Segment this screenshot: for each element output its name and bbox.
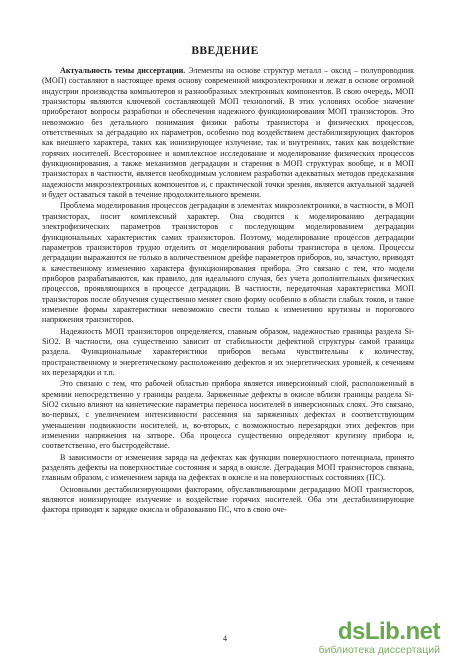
paragraph-2: Проблема моделирования процессов деградации в элементах микроэлектроники, в частности, в МОП транзисторах, носит комплексный характер. Она сводится к моделированию деградации электрофизических параметров транзисторов с последующим моделированием деградации функциональных характеристик самих транзисторов. Поэтому, моделирование процессов деградации параметров транзисторов трудно отделить от моделирования работы транзистора в целом. Процессы деградации выражаются не только в количественном дрейфе параметров приборов, но, зачастую, приводят к качественному изменению характера функционирования прибора. Это связано с тем, что модели приборов разрабатываются, как правило, для идеального случая, без учета дополнительных физических процессов, проявляющихся в процессе деградации. В частности, передаточная характеристика МОП транзисторов после облучения существенно меняет свою форму особенно в области слабых токов, и такое изменение формы характеристики невозможно свести только к изменению крутизны и порогового напряжения транзисторов. (42, 201, 414, 325)
page-title: ВВЕДЕНИЕ (191, 45, 259, 57)
paragraph-4: Это связано с тем, что рабочей областью прибора является инверсионный слой, расположенный в кремнии непосредственно у границы раздела. Заряженные дефекты в окисле вблизи границы раздела Si-SiO2 сильно влияют на кинетические параметры переноса носителей в инверсионных слоях. Это связано, во-первых, с увеличением интенсивности рассеяния на заряженных дефектах и соответствующим уменьшении подвижности носителей, и, во-вторых, с возможностью перезарядки этих дефектов при изменении напряжения на затворе. Оба процесса существенно определяют крутизну прибора и, соответственно, его быстродействие. (42, 379, 414, 451)
paragraph-6: Основными дестабилизирующими факторами, обуславливающими деградацию МОП транзисторов, являются ионизирующее излучение и воздействие горячих носителей. Оба эти дестабилизирующие фактора приводят к зарядке окисла и образованию ПС, что в свою оче- (42, 484, 414, 515)
paragraph-5: В зависимости от изменения заряда на дефектах как функции поверхностного потенциала, принято разделять дефекты на поверхностные состояния и заряд в окисле. Деградация МОП транзисторов связана, главным образом, с изменением заряда на дефектах в окисле и на поверхностных состояниях (ПС). (42, 452, 414, 483)
paragraph-1 (42, 66, 414, 200)
page-number: 4 (223, 634, 227, 643)
paragraph-1-text: Элементы на основе структур металл – оксид – полупроводник (МОП) составляют в настоящее время основу современной микроэлектроники и лежат в основе огромной индустрии производства компьютеров и разнообразных электронных компонентов. В свою очередь, МОП транзисторы являются ключевой составляющей МОП технологий. В этих условиях особое значение приобретают вопросы разработки и обеспечения надежного функционирования МОП транзисторов. Это невозможно без детального понимания физики работы транзистора и физических процессов, ответственных за деградацию их параметров, особенно под воздействием дестабилизирующих факторов как внешнего характера, таких как ионизирующее излучение, так и внутренних, таких как воздействие горячих носителей. Всестороннее и комплексное исследование и моделирование физических процессов функционирования, а также механизмов деградации и старения в МОП структурах вообще, и в МОП транзисторах в частности, является необходимым условием разработки адекватных методов предсказания надежности микроэлектронных компонентов и, с практической точки зрения, является актуальной задачей и будет оставаться такой в течение продолжительного времени. (42, 66, 415, 200)
watermark (319, 620, 440, 656)
watermark-logo: dsLib.net (337, 618, 440, 645)
body-text (42, 66, 414, 516)
paragraph-3: Надежность МОП транзисторов определяется, главным образом, надежностью границы раздела Si-SiO2. В частности, она существенно зависит от стабильности дефектной структуры самой границы раздела. Функциональные характеристики приборов весьма чувствительны к количеству, пространственному и энергетическому расположению дефектов и их энергетических уровней, к сечениям их перезарядки и т.п. (42, 326, 414, 377)
watermark-subtitle: библиотека диссертаций (318, 644, 440, 656)
lead-heading: Актуальность темы диссертации. (60, 66, 186, 75)
